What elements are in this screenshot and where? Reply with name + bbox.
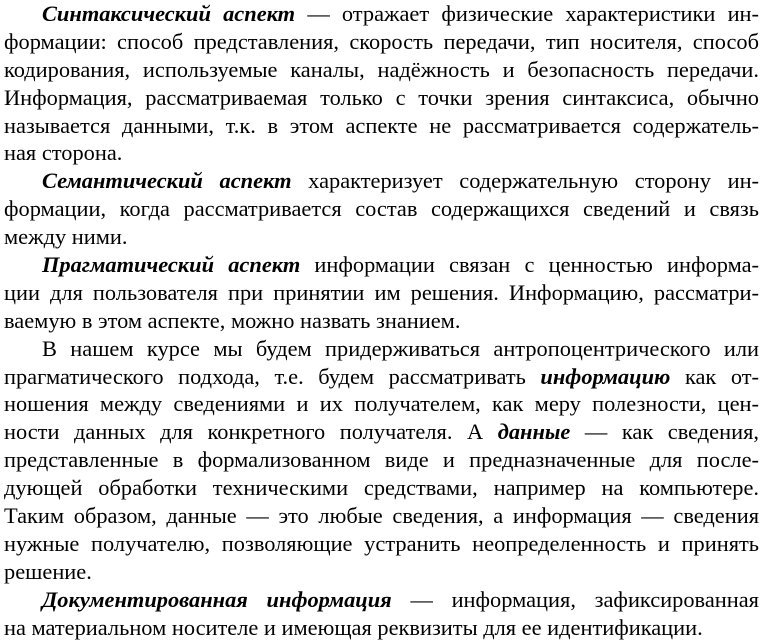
text-line: Прагматический аспект информации связан с ценностью информа- — [42, 252, 759, 278]
text-line: Синтаксический аспект — отражает физические характеристики ин- — [42, 1, 759, 26]
paragraph-semantic-aspect — [4, 167, 759, 251]
text-line: решение. — [4, 558, 92, 584]
text-line: Таким образом, данные — это любые сведения, а информация — сведения — [4, 503, 759, 529]
text-line: между ними. — [4, 224, 128, 250]
term-semantic-aspect: Семантический аспект — [42, 168, 292, 194]
text-line: ношения между сведениями и их получателем, как меру полезности, цен- — [4, 391, 759, 417]
text-line: ности данных для конкретного получателя. А данные — как сведения, — [4, 419, 759, 445]
text-line: представленные в формализованном виде и предназначенные для после- — [4, 447, 759, 473]
text-line: Информация, рассматриваемая только с точки зрения синтаксиса, обычно — [4, 84, 759, 110]
text-line: формации, когда рассматривается состав содержащихся сведений и связь — [4, 196, 759, 222]
text-line: на материальном носителе и имеющая реквизиты для ее идентификации. — [4, 614, 703, 640]
term-data: данные — [497, 419, 571, 445]
paragraph-syntactic-aspect — [4, 0, 759, 167]
text-line: Документированная информация — информация, зафиксированная — [42, 586, 759, 612]
text-line: ваемую в этом аспекте, можно назвать знанием. — [4, 307, 461, 333]
text-line: В нашем курсе мы будем придерживаться антропоцентрического или — [42, 335, 759, 361]
paragraph-pragmatic-aspect — [4, 251, 759, 335]
text-line: Семантический аспект характеризует содержательную сторону ин- — [42, 168, 759, 194]
paragraph-course-approach — [4, 335, 759, 586]
text-line: нужные получателю, позволяющие устранить неопределенность и принять — [4, 530, 759, 556]
text-line: ная сторона. — [4, 140, 123, 166]
text-line: ции для пользователя при принятии им решения. Информацию, рассматри- — [4, 279, 759, 305]
term-information: информацию — [540, 363, 671, 389]
text-line: дующей обработки техническими средствами, например на компьютере. — [4, 475, 759, 501]
document-page — [4, 0, 759, 641]
text-line: называется данными, т.к. в этом аспекте не рассматривается содержатель- — [4, 112, 759, 138]
text-line: формации: способ представления, скорость передачи, тип носителя, способ — [4, 28, 759, 54]
term-pragmatic-aspect: Прагматический аспект — [42, 252, 301, 278]
term-syntactic-aspect: Синтаксический аспект — [42, 1, 296, 26]
term-documented-information: Документированная информация — [42, 586, 392, 612]
text-line: кодирования, используемые каналы, надёжность и безопасность передачи. — [4, 56, 759, 82]
paragraph-documented-information — [4, 586, 759, 641]
text-line: прагматического подхода, т.е. будем рассматривать информацию как от- — [4, 363, 759, 389]
